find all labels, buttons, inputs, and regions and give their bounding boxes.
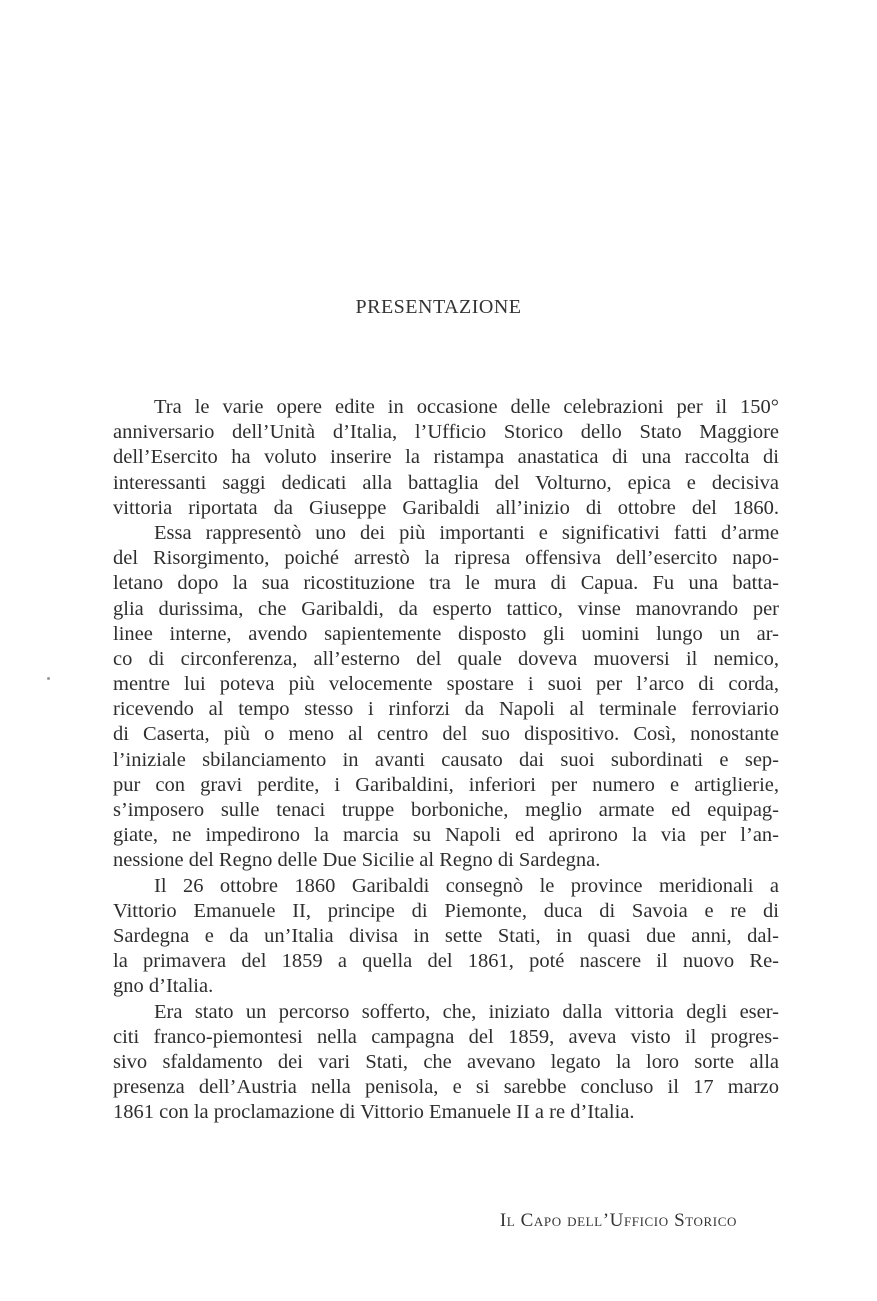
text-line: pur con gravi perdite, i Garibaldini, inferiori per numero e artiglierie,	[113, 773, 779, 796]
text-line: letano dopo la sua ricostituzione tra le mura di Capua. Fu una batta-	[113, 572, 779, 595]
text-line: Tra le varie opere edite in occasione delle celebrazioni per il 150°	[154, 396, 779, 418]
scan-speck	[47, 677, 50, 680]
text-line: glia durissima, che Garibaldi, da esperto tattico, vinse manovrando per	[113, 597, 779, 620]
text-line: Era stato un percorso sofferto, che, iniziato dalla vittoria degli eser-	[154, 1000, 779, 1023]
text-line: citi franco-piemontesi nella campagna del 1859, aveva visto il progres-	[113, 1025, 779, 1048]
text-line: anniversario dell’Unità d’Italia, l’Ufficio Storico dello Stato Maggiore	[113, 421, 779, 444]
text-line: Vittorio Emanuele II, principe di Piemonte, duca di Savoia e re di	[113, 899, 779, 922]
paragraph-2	[113, 521, 779, 874]
text-line: Essa rappresentò uno dei più importanti e significativi fatti d’arme	[154, 521, 779, 544]
text-line: l’iniziale sbilanciamento in avanti causato dai suoi subordinati e sep-	[113, 748, 779, 771]
text-line: interessanti saggi dedicati alla battaglia del Volturno, epica e decisiva	[113, 471, 779, 494]
paragraph-1	[113, 395, 779, 521]
text-line: ricevendo al tempo stesso i rinforzi da Napoli al terminale ferroviario	[113, 698, 779, 721]
text-line: dell’Esercito ha voluto inserire la ristampa anastatica di una raccolta di	[113, 446, 779, 469]
text-line: nessione del Regno delle Due Sicilie al Regno di Sardegna.	[113, 849, 601, 872]
paragraph-3	[113, 874, 779, 1000]
text-line: gno d’Italia.	[113, 975, 214, 998]
text-line: s’imposero sulle tenaci truppe borboniche, meglio armate ed equipag-	[113, 799, 779, 821]
text-line: mentre lui poteva più velocemente spostare i suoi per l’arco di corda,	[113, 673, 779, 696]
text-line: di Caserta, più o meno al centro del suo dispositivo. Così, nonostante	[113, 723, 779, 746]
signature: Il Capo dell’Ufficio Storico	[499, 1210, 737, 1231]
text-line: presenza dell’Austria nella penisola, e si sarebbe concluso il 17 marzo	[113, 1076, 779, 1099]
text-line: sivo sfaldamento dei vari Stati, che avevano legato la loro sorte alla	[113, 1050, 779, 1073]
text-line: la primavera del 1859 a quella del 1861, poté nascere il nuovo Re-	[113, 950, 779, 973]
text-line: linee interne, avendo sapientemente disposto gli uomini lungo un ar-	[113, 622, 779, 645]
paragraph-4	[113, 1000, 779, 1126]
text-line: 1861 con la proclamazione di Vittorio Emanuele II a re d’Italia.	[113, 1101, 635, 1124]
text-line: co di circonferenza, all’esterno del quale doveva muoversi il nemico,	[113, 647, 779, 670]
text-line: del Risorgimento, poiché arrestò la ripresa offensiva dell’esercito napo-	[113, 547, 779, 570]
text-line: Il 26 ottobre 1860 Garibaldi consegnò le province meridionali a	[154, 874, 779, 897]
text-line: Sardegna e da un’Italia divisa in sette Stati, in quasi due anni, dal-	[113, 924, 779, 947]
text-line: vittoria riportata da Giuseppe Garibaldi all’inizio di ottobre del 1860.	[113, 496, 779, 519]
page-title: PRESENTAZIONE	[355, 296, 522, 318]
body-text	[113, 395, 779, 1125]
text-line: giate, ne impedirono la marcia su Napoli ed aprirono la via per l’an-	[113, 824, 779, 847]
